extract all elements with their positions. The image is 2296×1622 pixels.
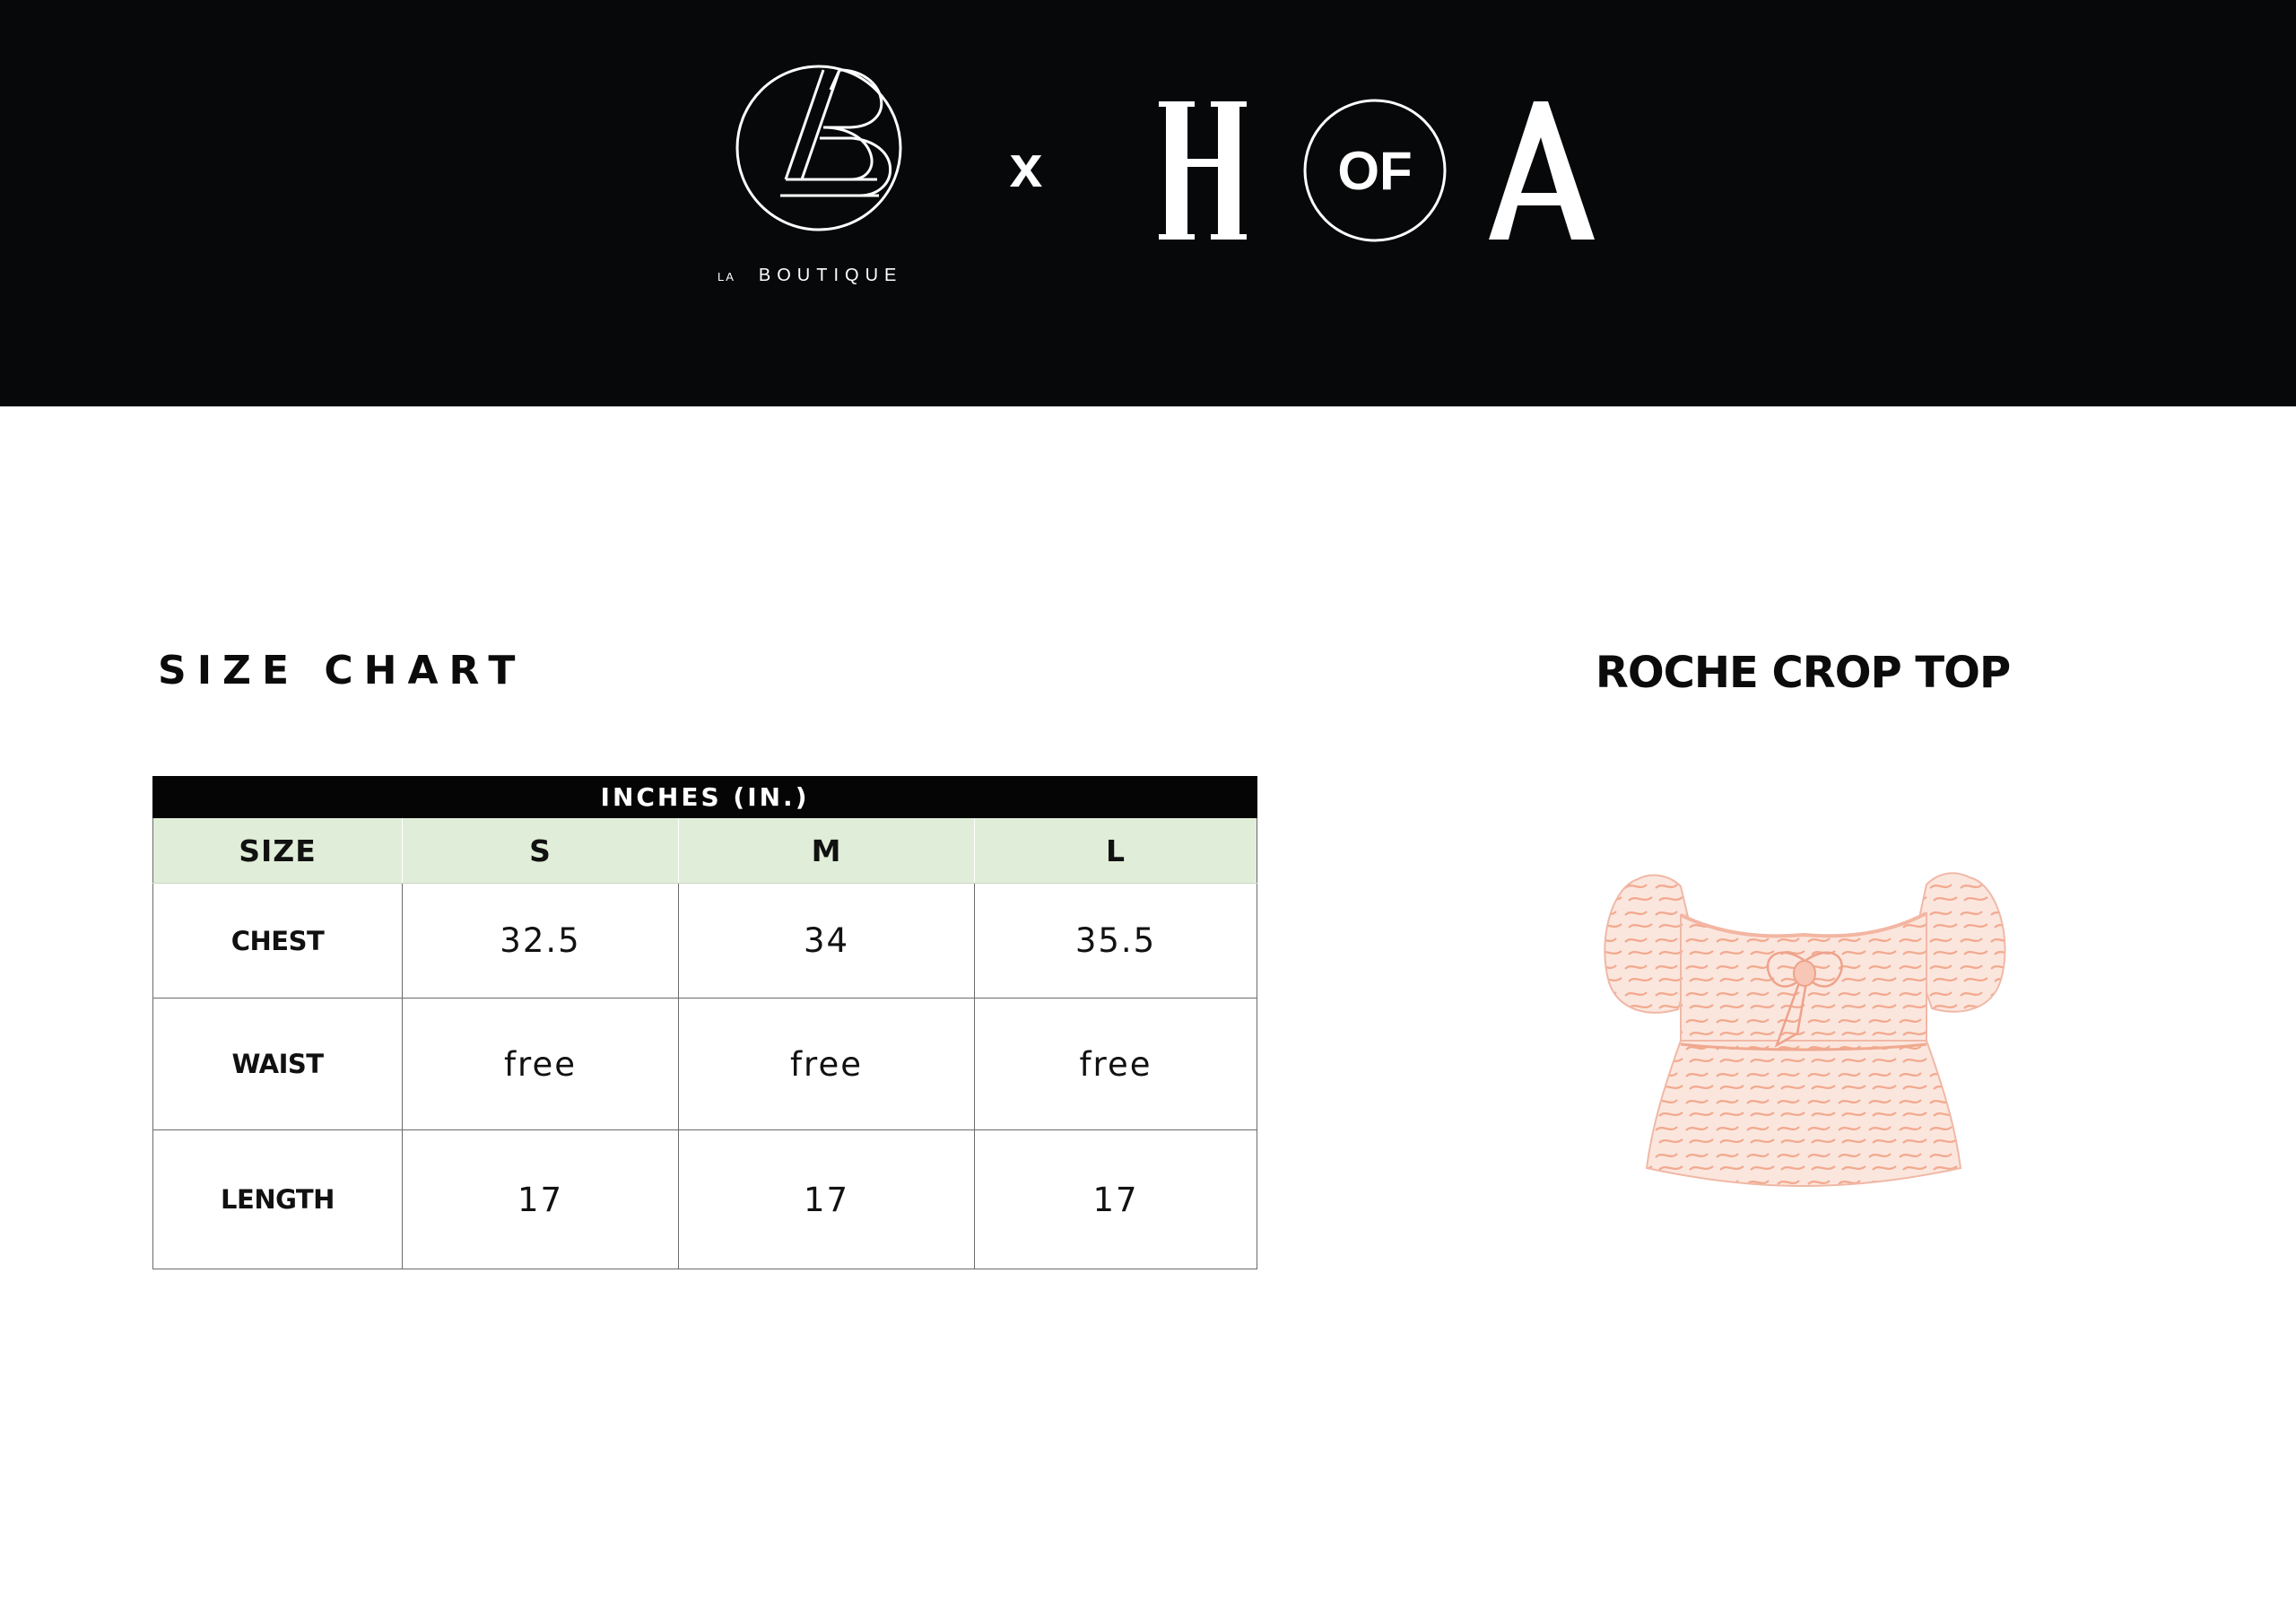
hofa-logo: [1157, 94, 1596, 247]
table-row-length: [153, 1130, 1257, 1269]
table-row-chest: [153, 884, 1257, 998]
column-header-s: S: [403, 818, 679, 884]
column-header-m: M: [679, 818, 975, 884]
table-row-waist: [153, 998, 1257, 1130]
hofa-of-text: OF: [1337, 141, 1413, 201]
column-header-l: L: [975, 818, 1257, 884]
wordmark-prefix: LA: [718, 270, 735, 283]
units-row: [153, 777, 1257, 818]
waist-l-value: free: [975, 998, 1257, 1130]
la-boutique-logo: [734, 63, 904, 233]
waist-m-value: free: [679, 998, 975, 1130]
product-image: [1593, 825, 2014, 1202]
chest-l-value: 35.5: [975, 884, 1257, 998]
waist-s-value: free: [403, 998, 679, 1130]
collab-x-symbol: x: [1009, 133, 1043, 199]
length-l-value: 17: [975, 1130, 1257, 1269]
column-header-size: SIZE: [153, 818, 403, 884]
brand-header: [0, 0, 2296, 406]
row-label-waist: WAIST: [153, 998, 403, 1130]
product-title: ROCHE CROP TOP: [1595, 648, 2011, 698]
size-chart-title: SIZE CHART: [158, 648, 526, 693]
length-s-value: 17: [403, 1130, 679, 1269]
row-label-length: LENGTH: [153, 1130, 403, 1269]
chest-m-value: 34: [679, 884, 975, 998]
la-boutique-wordmark: [718, 266, 924, 286]
length-m-value: 17: [679, 1130, 975, 1269]
units-label: INCHES (IN.): [153, 777, 1257, 818]
wordmark-main: BOUTIQUE: [758, 266, 903, 285]
size-header-row: [153, 818, 1257, 884]
chest-s-value: 32.5: [403, 884, 679, 998]
row-label-chest: CHEST: [153, 884, 403, 998]
size-chart-table: [152, 776, 1257, 1269]
